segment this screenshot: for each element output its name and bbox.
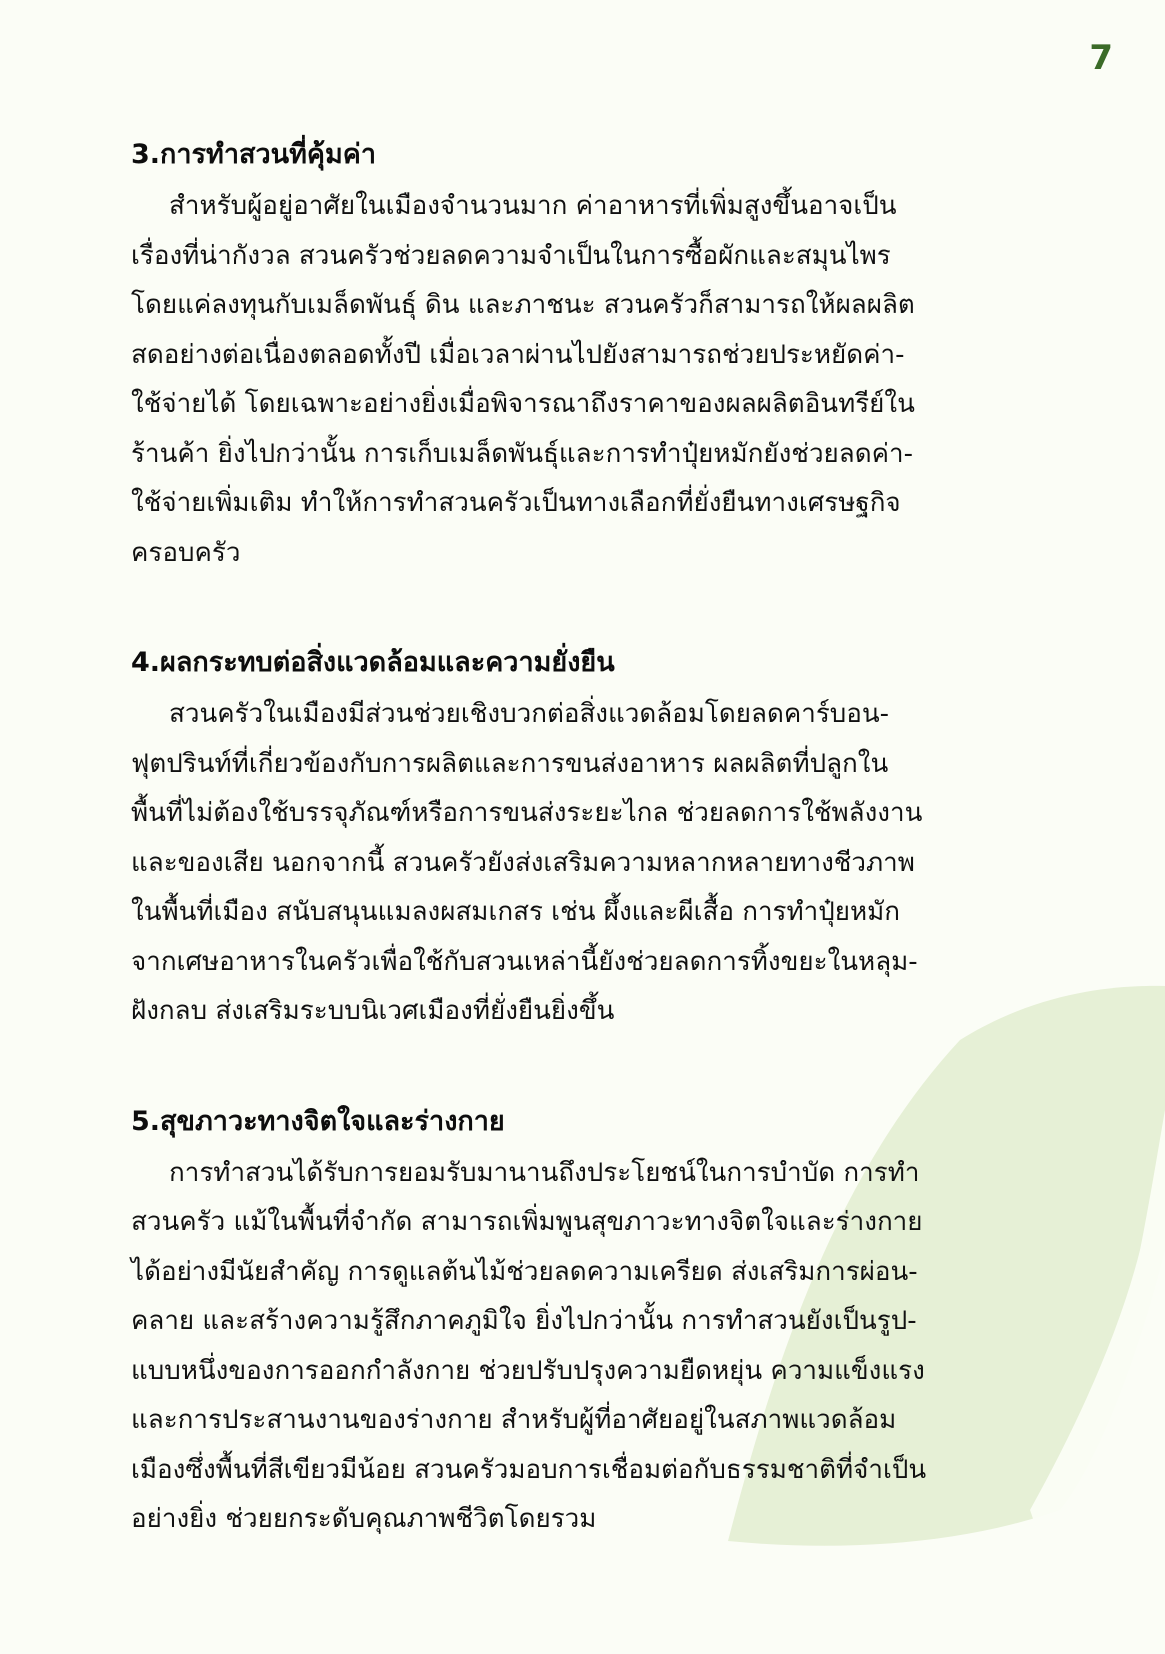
paragraph-line: พื้นที่ไม่ต้องใช้บรรจุภัณฑ์หรือการขนส่งระยะไกล ช่วยลดการใช้พลังงาน (131, 798, 923, 828)
document-body (131, 128, 1056, 1603)
section-economical-gardening (131, 128, 1056, 578)
paragraph-line: การทำสวนได้รับการยอมรับมานานถึงประโยชน์ในการบำบัด การทำ (169, 1157, 920, 1188)
paragraph-line: เรื่องที่น่ากังวล สวนครัวช่วยลดความจำเป็นในการซื้อผักและสมุนไพร (131, 240, 891, 271)
paragraph-line: สำหรับผู้อยู่อาศัยในเมืองจำนวนมาก ค่าอาหารที่เพิ่มสูงขึ้นอาจเป็น (169, 191, 897, 221)
section-heading: 4.ผลกระทบต่อสิ่งแวดล้อมและความยั่งยืน (131, 647, 615, 678)
page-number: 7 (1089, 38, 1113, 78)
section-paragraph (131, 1149, 1056, 1545)
paragraph-line: สวนครัวในเมืองมีส่วนช่วยเชิงบวกต่อสิ่งแวดล้อมโดยลดคาร์บอน- (169, 699, 890, 729)
paragraph-line: ได้อย่างมีนัยสำคัญ การดูแลต้นไม้ช่วยลดความเครียด ส่งเสริมการผ่อน- (131, 1256, 918, 1287)
section-paragraph (131, 690, 1056, 1037)
paragraph-line: ฝังกลบ ส่งเสริมระบบนิเวศเมืองที่ยั่งยืนยิ่งขึ้น (131, 996, 615, 1026)
section-environmental-impact (131, 636, 1056, 1037)
paragraph-line: เมืองซึ่งพื้นที่สีเขียวมีน้อย สวนครัวมอบการเชื่อมต่อกับธรรมชาติที่จำเป็น (131, 1454, 927, 1485)
section-paragraph (131, 182, 1056, 578)
paragraph-line: สวนครัว แม้ในพื้นที่จำกัด สามารถเพิ่มพูนสุขภาวะทางจิตใจและร่างกาย (131, 1207, 923, 1237)
paragraph-line: ร้านค้า ยิ่งไปกว่านั้น การเก็บเมล็ดพันธุ์และการทำปุ๋ยหมักยังช่วยลดค่า- (131, 438, 913, 469)
paragraph-line: ฟุตปรินท์ที่เกี่ยวข้องกับการผลิตและการขนส่งอาหาร ผลผลิตที่ปลูกใน (131, 748, 889, 779)
paragraph-line: ในพื้นที่เมือง สนับสนุนแมลงผสมเกสร เช่น ผึ้งและผีเสื้อ การทำปุ๋ยหมัก (131, 897, 901, 927)
paragraph-line: แบบหนึ่งของการออกกำลังกาย ช่วยปรับปรุงความยืดหยุ่น ความแข็งแรง (131, 1355, 925, 1386)
paragraph-line: ใช้จ่ายได้ โดยเฉพาะอย่างยิ่งเมื่อพิจารณาถึงราคาของผลผลิตอินทรีย์ใน (131, 389, 915, 419)
paragraph-line: คลาย และสร้างความรู้สึกภาคภูมิใจ ยิ่งไปกว่านั้น การทำสวนยังเป็นรูป- (131, 1306, 917, 1336)
paragraph-line: โดยแค่ลงทุนกับเมล็ดพันธุ์ ดิน และภาชนะ สวนครัวก็สามารถให้ผลผลิต (131, 290, 915, 320)
paragraph-line: อย่างยิ่ง ช่วยยกระดับคุณภาพชีวิตโดยรวม (131, 1504, 597, 1534)
paragraph-line: ครอบครัว (131, 537, 241, 568)
section-wellbeing (131, 1095, 1056, 1545)
section-heading: 5.สุขภาวะทางจิตใจและร่างกาย (131, 1105, 505, 1137)
paragraph-line: จากเศษอาหารในครัวเพื่อใช้กับสวนเหล่านี้ยังช่วยลดการทิ้งขยะในหลุม- (131, 946, 918, 977)
section-heading: 3.การทำสวนที่คุ้มค่า (131, 139, 376, 170)
paragraph-line: ใช้จ่ายเพิ่มเติม ทำให้การทำสวนครัวเป็นทางเลือกที่ยั่งยืนทางเศรษฐกิจ (131, 488, 901, 518)
paragraph-line: สดอย่างต่อเนื่องตลอดทั้งปี เมื่อเวลาผ่านไปยังสามารถช่วยประหยัดค่า- (131, 339, 905, 370)
paragraph-line: และของเสีย นอกจากนี้ สวนครัวยังส่งเสริมความหลากหลายทางชีวภาพ (131, 847, 915, 878)
paragraph-line: และการประสานงานของร่างกาย สำหรับผู้ที่อาศัยอยู่ในสภาพแวดล้อม (131, 1405, 897, 1435)
